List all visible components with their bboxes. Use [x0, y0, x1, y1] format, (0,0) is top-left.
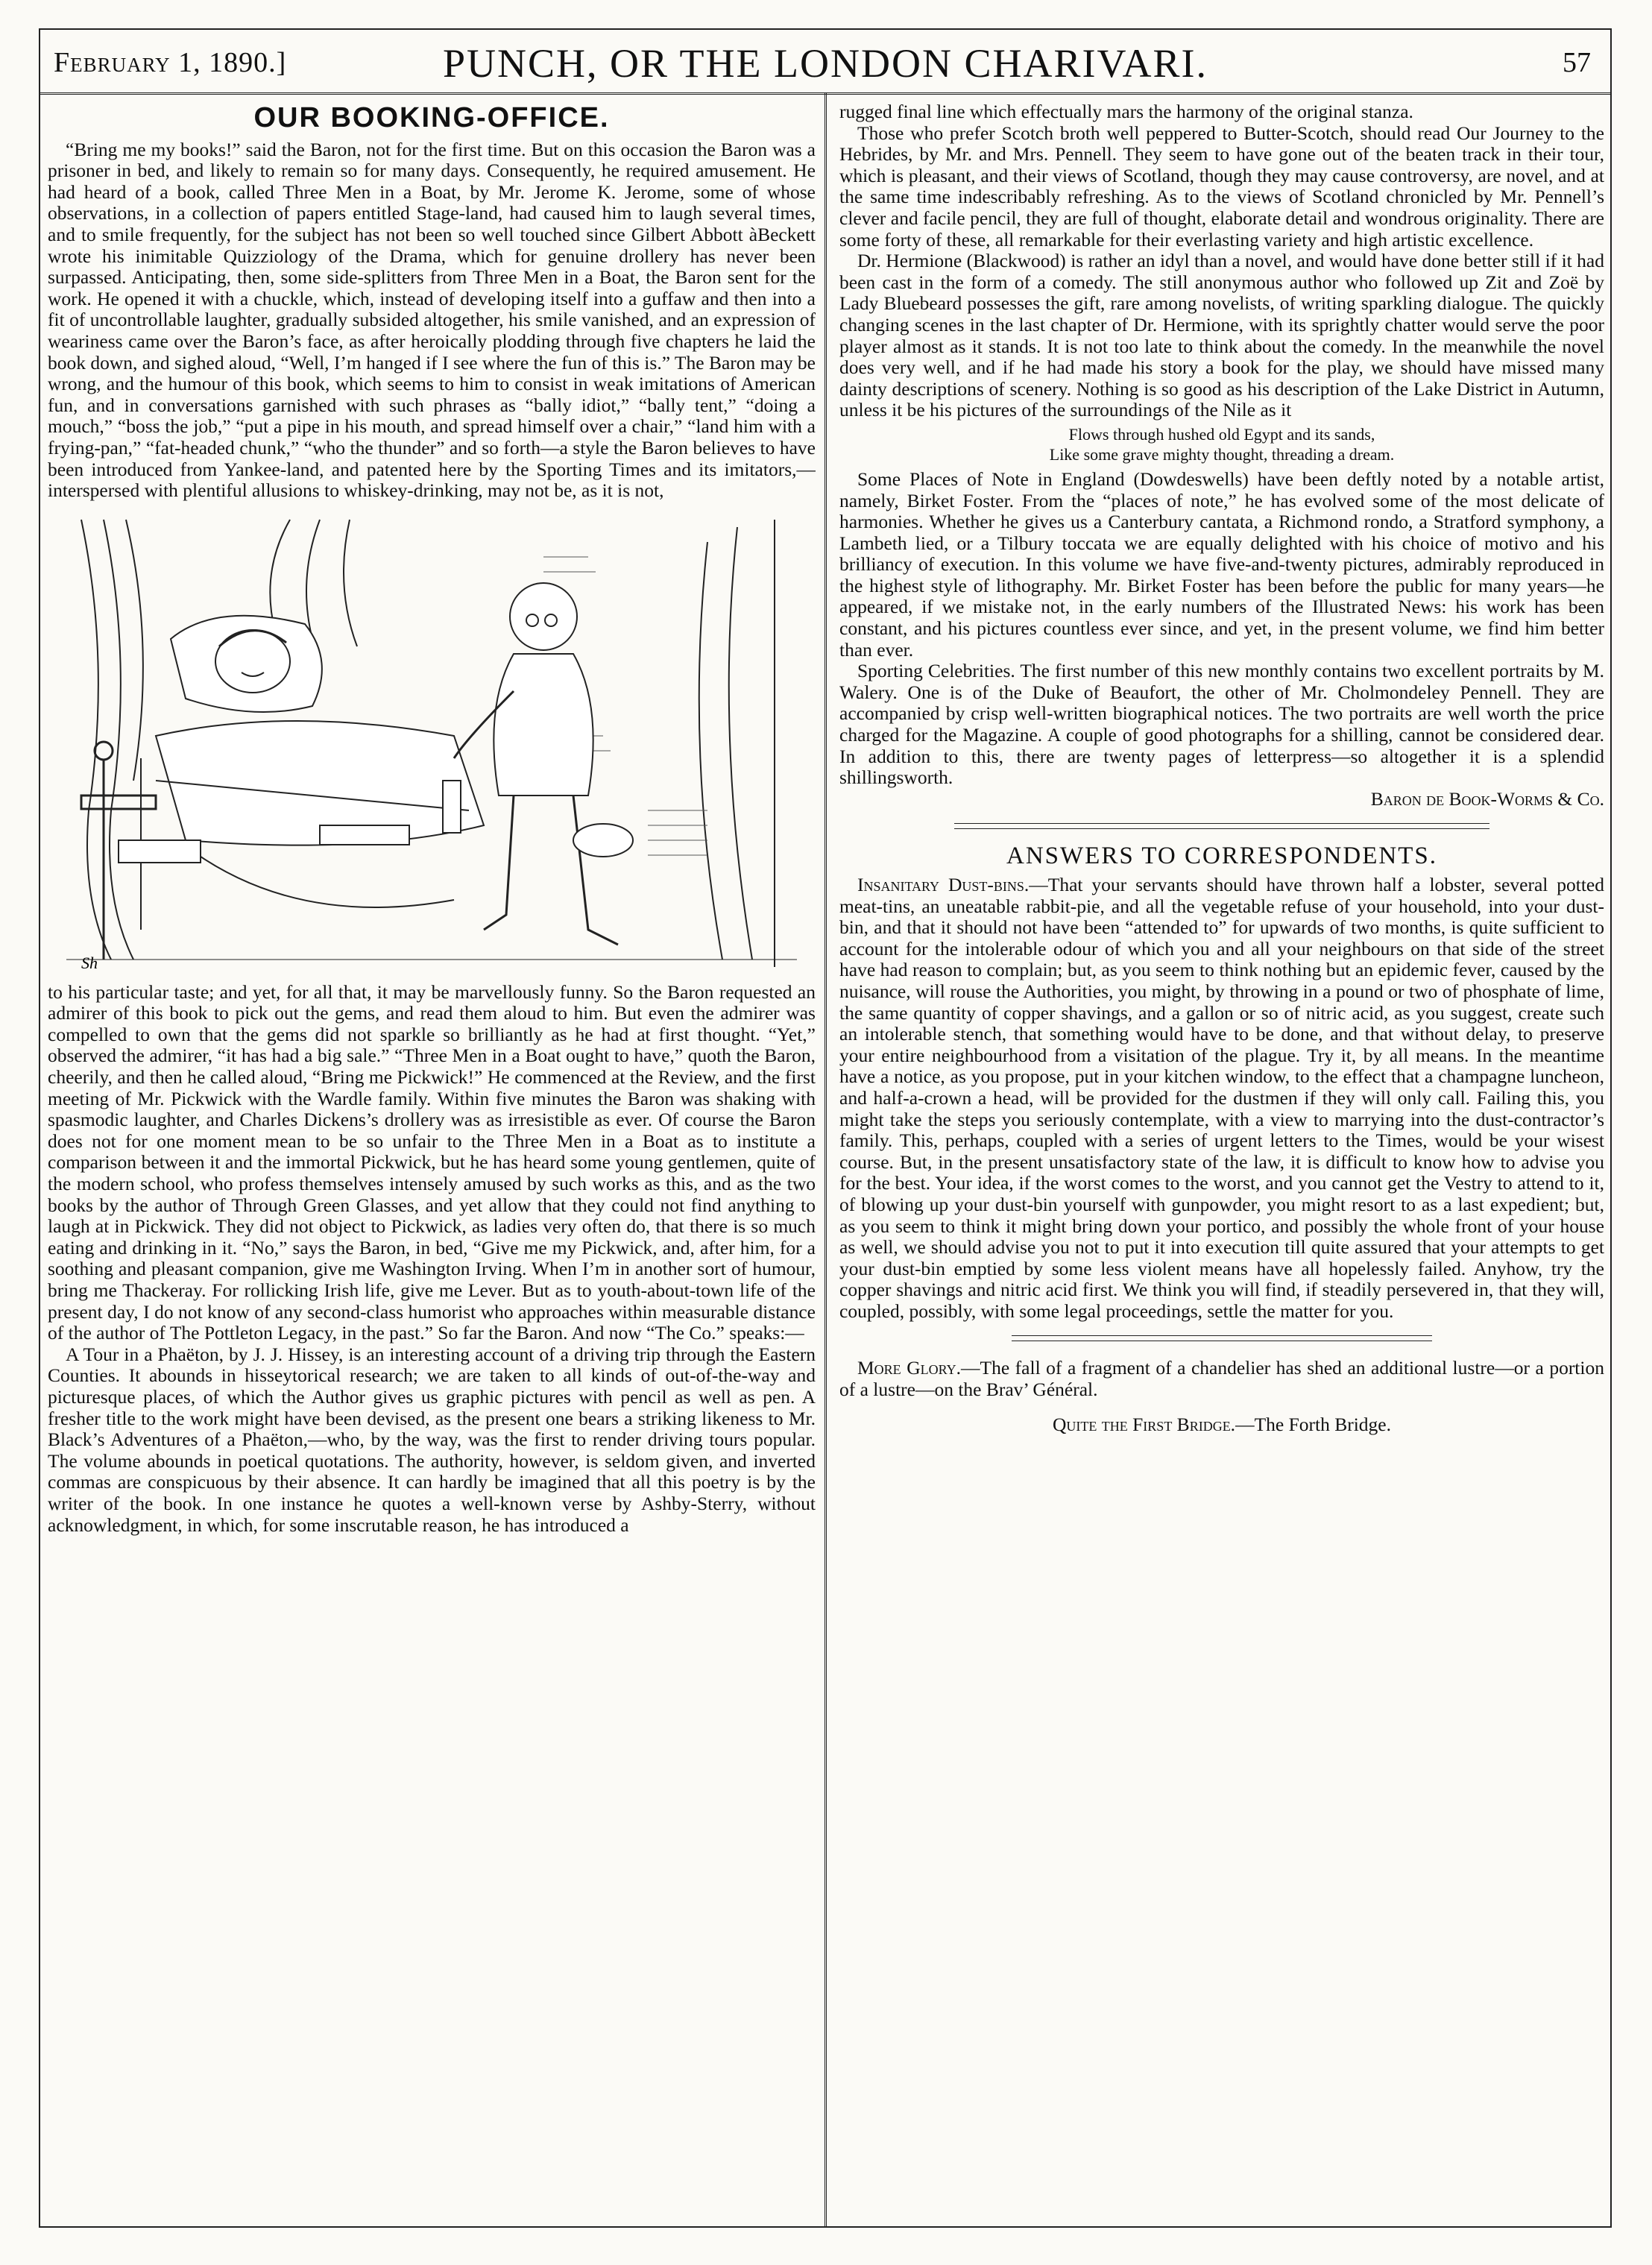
first-bridge-body: —The Forth Bridge.	[1235, 1413, 1391, 1435]
booking-signature: Baron de Book-Worms & Co.	[1370, 787, 1604, 810]
column-divider	[825, 92, 827, 2226]
answers-title: ANSWERS TO CORRESPONDENTS.	[1006, 842, 1437, 870]
newspaper-page	[39, 28, 1612, 2228]
booking-paragraph-6: Dr. Hermione (Blackwood) is rather an idyl than a novel, and would have done better still if it had been cast in the form of a comedy. The still anonymous author who followed up Zit and Zoë by Lady Bluebeard possesses the gift, rare among novelists, of writing sparkling dialogue. The quickly changing scenes in the last chapter of Dr. Hermione, with its sprightly chatter would serve the poor player almost as it stands. It is not too late to think about the comedy. In the meanwhile the novel does very well, and if he had made his story a book for the play, we should have missed many dainty descriptions of scenery. Nothing is so good as his description of the Lake District in Autumn, unless it be his pictures of the surroundings of the Nile as it	[839, 250, 1604, 421]
publication-title: PUNCH, OR THE LONDON CHARIVARI.	[442, 41, 1208, 86]
masthead	[40, 30, 1610, 95]
booking-paragraph-7: Some Places of Note in England (Dowdeswells) have been deftly noted by a notable artist, namely, Birket Foster. From the “places of note,” he has evolved some of the most delicate of harmonies. Whether he gives us a Canterbury cantata, a Richmond rondo, a Stratford symphony, a Lambeth lied, or a Tilbury toccata we are equally delighted with his choice of motivo and his brilliancy of execution. In this volume we have five-and-twenty pictures, admirably reproduced in the highest style of lithography. Mr. Birket Foster has been before the public for many years—he appeared, if we mistake not, in the early numbers of the Illustrated News: his work has been constant, and his pictures countless ever since, and yet, in the present volume, we find him better than ever.	[839, 467, 1604, 661]
poem-line-2: Like some grave mighty thought, threading a dream.	[1049, 444, 1395, 464]
first-bridge-heading: Quite the First Bridge.	[1052, 1413, 1236, 1435]
right-column	[839, 101, 1604, 2211]
booking-paragraph-1: “Bring me my books!” said the Baron, not for the first time. But on this occasion the Baron was a prisoner in bed, and likely to remain so for many days. Consequently, he required amusement. He had heard of a book, called Three Men in a Boat, by Mr. Jerome K. Jerome, some of whose observations, in a collection of papers entitled Stage-land, had caused him to laugh several times, and to smile frequently, for the subject has not been so well touched since Gilbert Abbott àBeckett wrote his inimitable Quizziology of the Drama, which for genuine drollery has never been surpassed. Anticipating, then, some side-splitters from Three Men in a Boat, the Baron sent for the work. He opened it with a chuckle, which, instead of developing itself into a guffaw and then into a fit of uncontrollable laughter, gradually subsided altogether, his smile vanished, and an expression of weariness came over the Baron’s face, as after heroically plodding through five chapters he laid the book down, and sighed aloud, “Well, I’m hanged if I see where the fun of this is.” The Baron may be wrong, and the humour of this book, which seems to him to consist in weak imitations of American fun, and in conversations garnished with such phrases as “bally idiot,” “bally tent,” “doing a mouch,” “boss the job,” “put a pipe in his mouth, and spread himself over a chair,” “land him with a frying-pan,” “fat-headed chunk,” “who the thunder” and so forth—a style the Baron believes to have been introduced from Yankee-land, and patented here by the Sporting Times and its imitators,—interspersed with plentiful allusions to whiskey-drinking, may not be, as it is not,	[48, 138, 816, 502]
illustration-signature: Sh	[81, 953, 98, 972]
answers-body: —That your servants should have thrown half a lobster, several potted meat-tins, an uneatable rabbit-pie, and all the vegetable refuse of your household, into your dust-bin, and that it should not have been “attended to” for upwards of two months, is quite sufficient to account for the intolerable odour of which you and all your neighbours on that side of the street have had reason to complain; but, as you seem to think nothing but an epidemic fever, caused by the nuisance, will rouse the Authorities, you might, by throwing in a pound or two of phosphate of lime, the same quantity of copper shavings, and a gallon or so of nitric acid, as you suggest, create such an intolerable stench, that something would have to be done, and that without delay, to preserve your entire neighbourhood from a visitation of the plague. Try it, by all means. In the meantime have a notice, as you propose, put in your kitchen window, to the effect that a champagne luncheon, and half-a-crown a head, will be provided for the dustmen if they will only call. Failing this, you might take the steps you seriously contemplate, with a view to marrying into the dust-contractor’s family. This, perhaps, coupled with a series of urgent letters to the Times, would be your wisest course. But, in the present unsatisfactory state of the law, it is difficult to know how to advise you for the best. Your idea, if the worst comes to the worst, and you cannot get the Vestry to attend to it, of blowing up your dust-bin yourself with gunpowder, you might resort to as a last expedient; but, as you seem to think it might bring down your portico, and possibly the whole front of your house as well, we should advise you not to put it into execution till quite assured that your attempts to get your dust-bin emptied by some less violent means have all hopelessly failed. Anyhow, try the copper shavings and nitric acid first. We think you will find, if steadily persevered in, that they will, coupled, possibly, with some legal proceedings, settle the matter for you.	[839, 874, 1604, 1322]
booking-paragraph-3: A Tour in a Phaëton, by J. J. Hissey, is an interesting account of a driving trip through the Eastern Counties. It abounds in hisseytorical research; we are taken to all kinds of out-of-the-way and picturesque places, of which the Author gives us graphic pictures with pencil as well as pen. A fresher title to the work might have been devised, as the present one bears a striking likeness to Mr. Black’s Adventures of a Phaëton,—who, by the way, was the first to render driving tours popular. The volume abounds in poetical quotations. The authority, however, is seldom given, and inverted commas are conspicuous by their absence. It can hardly be imagined that all this poetry is by the writer of the book. In one instance he quotes a well-known verse by Ashby-Sterry, without acknowledgment, in which, for some inscrutable reason, he has introduced a	[48, 1343, 816, 1536]
more-glory-paragraph	[839, 1358, 1604, 1400]
booking-office-title: OUR BOOKING-OFFICE.	[253, 102, 610, 133]
section-divider	[1012, 1335, 1432, 1341]
poem-quote	[839, 424, 1604, 464]
bedside-cartoon-illustration	[66, 512, 797, 974]
page-number: 57	[1563, 47, 1591, 78]
issue-date: February 1, 1890.]	[54, 47, 287, 78]
booking-paragraph-5: Those who prefer Scotch broth well peppered to Butter-Scotch, should read Our Journey to the Hebrides, by Mr. and Mrs. Pennell. They seem to have gone out of the beaten track in their tour, which is pleasant, and their views of Scotland, though they may cause controversy, are novel, and at the same time indescribably refreshing. As to the views of Scotland chronicled by Mr. Pennell’s clever and facile pencil, they are full of thought, elaborate detail and wondrous originality. There are some forty of these, all remarkable for their everlasting variety and high artistic excellence.	[839, 122, 1604, 251]
poem-line-1: Flows through hushed old Egypt and its sands,	[1068, 424, 1375, 444]
booking-paragraph-2: to his particular taste; and yet, for all that, it may be marvellously funny. So the Baron requested an admirer of this book to pick out the gems, and read them aloud to him. But even the admirer was compelled to own that the gems did not sparkle so brilliantly as he had at first thought. “Yet,” observed the admirer, “it has had a big sale.” “Three Men in a Boat ought to have,” quoth the Baron, cheerily, and then he called aloud, “Bring me Pickwick!” He commenced at the Review, and the first meeting of Mr. Pickwick with the Wardle family. Within five minutes the Baron was shaking with spasmodic laughter, and Charles Dickens’s drollery was as irresistible as ever. Of course the Baron does not for one moment mean to be so unfair to the Three Men in a Boat as to institute a comparison between it and the immortal Pickwick, but he has heard some young gentlemen, quite of the modern school, who profess themselves intensely amused by such works as this, and as the two books by the author of Through Green Glasses, and yet allow that they could not find anything to laugh at in Pickwick. They did not object to Pickwick, as ladies very often do, that there is so much eating and drinking in it. “No,” says the Baron, in bed, “Give me my Pickwick, and, after him, for a soothing and pleasant companion, give me Washington Irving. When I’m in another sort of humour, bring me Thackeray. For rollicking Irish life, give me Lever. But as to youth-about-town life of the present day, I do not know of any second-class humorist who approaches within measurable distance of the author of The Pottleton Legacy, in the past.” So far the Baron. And now “The Co.” speaks:—	[48, 980, 816, 1344]
answers-paragraph	[839, 875, 1604, 1322]
answers-heading: Insanitary Dust-bins.	[857, 874, 1030, 895]
booking-paragraph-4: rugged final line which effectually mars the harmony of the original stanza.	[839, 101, 1413, 122]
more-glory-heading: More Glory.	[857, 1357, 961, 1379]
booking-paragraph-8: Sporting Celebrities. The first number of this new monthly contains two excellent portraits by M. Walery. One is of the Duke of Beaufort, the other of Mr. Cholmondeley Pennell. They are accompanied by crisp well-written biographical notices. The two portraits are well worth the price charged for the Magazine. A couple of good photographs for a shilling, cannot be considered dear. In addition to this, there are twenty pages of letterpress—so altogether it is a splendid shillingsworth.	[839, 660, 1604, 789]
first-bridge-paragraph	[839, 1414, 1604, 1436]
section-divider	[954, 823, 1489, 829]
more-glory-body: —The fall of a fragment of a chandelier has shed an additional lustre—or a portion of a lustre—on the Brav’ Général.	[839, 1357, 1604, 1401]
left-column	[48, 101, 816, 2211]
